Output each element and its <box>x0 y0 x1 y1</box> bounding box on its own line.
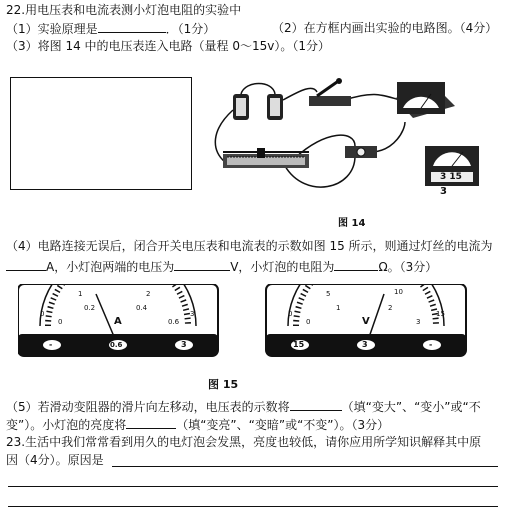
resistance-blank[interactable] <box>334 258 378 271</box>
ammeter-labels <box>18 284 218 356</box>
q22-part5-line1 <box>6 398 481 415</box>
voltmeter-unit: V <box>362 316 370 327</box>
resistance-unit-text: Ω。（3分） <box>378 260 438 274</box>
circuit-diagram-box[interactable] <box>10 77 192 190</box>
q22-part4-line1: （4）电路连接无误后，闭合开关电压表和电流表的示数如图 15 所示，则通过灯丝的电流为 <box>6 239 493 253</box>
q22-part5-text-a: （5）若滑动变阻器的滑片向左移动，电压表的示数将 <box>6 400 290 414</box>
meter-box-upper <box>395 82 455 118</box>
voltmeter-terminal-neg[interactable]: - <box>429 340 433 349</box>
voltmeter-tick-5: 5 <box>326 290 331 298</box>
voltage-unit-text: V，小灯泡的电阻为 <box>230 260 335 274</box>
figure-14-circuit <box>205 70 505 220</box>
q22-part3: （3）将图 14 中的电压表连入电路（量程 0～15v）。（1分） <box>6 39 330 53</box>
ammeter-tick-3: 3 <box>190 310 195 318</box>
q23-answer-rule-2[interactable] <box>8 486 498 487</box>
q22-part1-score: ．（1分） <box>165 22 216 36</box>
voltmeter-terminal-15[interactable]: 15 <box>293 340 305 349</box>
voltmeter-small-tag: 3 <box>440 186 447 197</box>
ammeter-terminal-neg[interactable]: - <box>49 340 53 349</box>
q22-part1-blank[interactable] <box>98 20 166 33</box>
q23-line1: 23.生活中我们常常看到用久的电灯泡会发黑，亮度也较低，请你应用所学知识解释其中原 <box>6 435 482 449</box>
voltmeter-tick-15: 15 <box>436 310 445 318</box>
q22-part4-line2 <box>6 258 437 275</box>
ammeter-tick-1: 1 <box>78 290 83 298</box>
voltage-blank[interactable] <box>174 258 230 271</box>
figure-14-caption: 图 14 <box>338 218 366 229</box>
lamp-holder <box>345 146 377 158</box>
q23-answer-rule-3[interactable] <box>8 506 498 507</box>
brightness-change-blank[interactable] <box>126 416 176 429</box>
voltmeter-labels <box>266 284 466 356</box>
ammeter-terminal-0-6[interactable]: 0.6 <box>110 341 123 349</box>
q22-title: 22.用电压表和电流表测小灯泡电阻的实验中 <box>6 3 242 17</box>
current-unit-text: A，小灯泡两端的电压为 <box>46 260 175 274</box>
voltmeter-sub-1: 1 <box>336 304 341 312</box>
ammeter-unit: A <box>114 316 122 327</box>
ammeter-terminal-3[interactable]: 3 <box>181 340 187 349</box>
voltmeter-tick-10: 10 <box>394 288 403 296</box>
q22-part5-text-b: （填“变大”、“变小”或“不 <box>341 400 481 414</box>
ammeter-tick-0: 0 <box>40 310 45 318</box>
q22-part5-text-d: （填“变亮”、“变暗”或“不变”）。（3分） <box>176 418 390 432</box>
q22-part1 <box>6 20 215 37</box>
q23-line2: 因（4分）。原因是 <box>6 453 104 467</box>
q22-part5-line2 <box>6 416 389 433</box>
q22-part2: （2）在方框内画出实验的电路图。（4分） <box>272 21 498 35</box>
battery-left <box>233 94 249 120</box>
voltmeter-sub-0: 0 <box>306 318 311 326</box>
q22-part1-label: （1）实验原理是 <box>6 22 98 36</box>
ammeter-sub-0: 0 <box>58 318 63 326</box>
voltmeter-sub-2: 2 <box>388 304 393 312</box>
figure-15-caption: 图 15 <box>208 378 239 391</box>
q22-part5-text-c: 变”）。小灯泡的亮度将 <box>6 418 127 432</box>
voltmeter-change-blank[interactable] <box>290 398 342 411</box>
ammeter-sub-3: 0.6 <box>168 318 180 326</box>
current-blank[interactable] <box>6 258 46 271</box>
voltmeter-small-label: 3 15 <box>440 172 462 182</box>
voltmeter-terminal-3[interactable]: 3 <box>362 340 368 349</box>
ammeter-tick-2: 2 <box>146 290 151 298</box>
ammeter-sub-2: 0.4 <box>136 304 148 312</box>
voltmeter-sub-3: 3 <box>416 318 421 326</box>
voltmeter-tick-0: 0 <box>288 310 293 318</box>
ammeter-sub-1: 0.2 <box>84 304 96 312</box>
battery-right <box>267 94 283 120</box>
q23-answer-rule-1[interactable] <box>112 466 498 467</box>
switch <box>309 78 351 106</box>
rheostat <box>223 148 309 168</box>
